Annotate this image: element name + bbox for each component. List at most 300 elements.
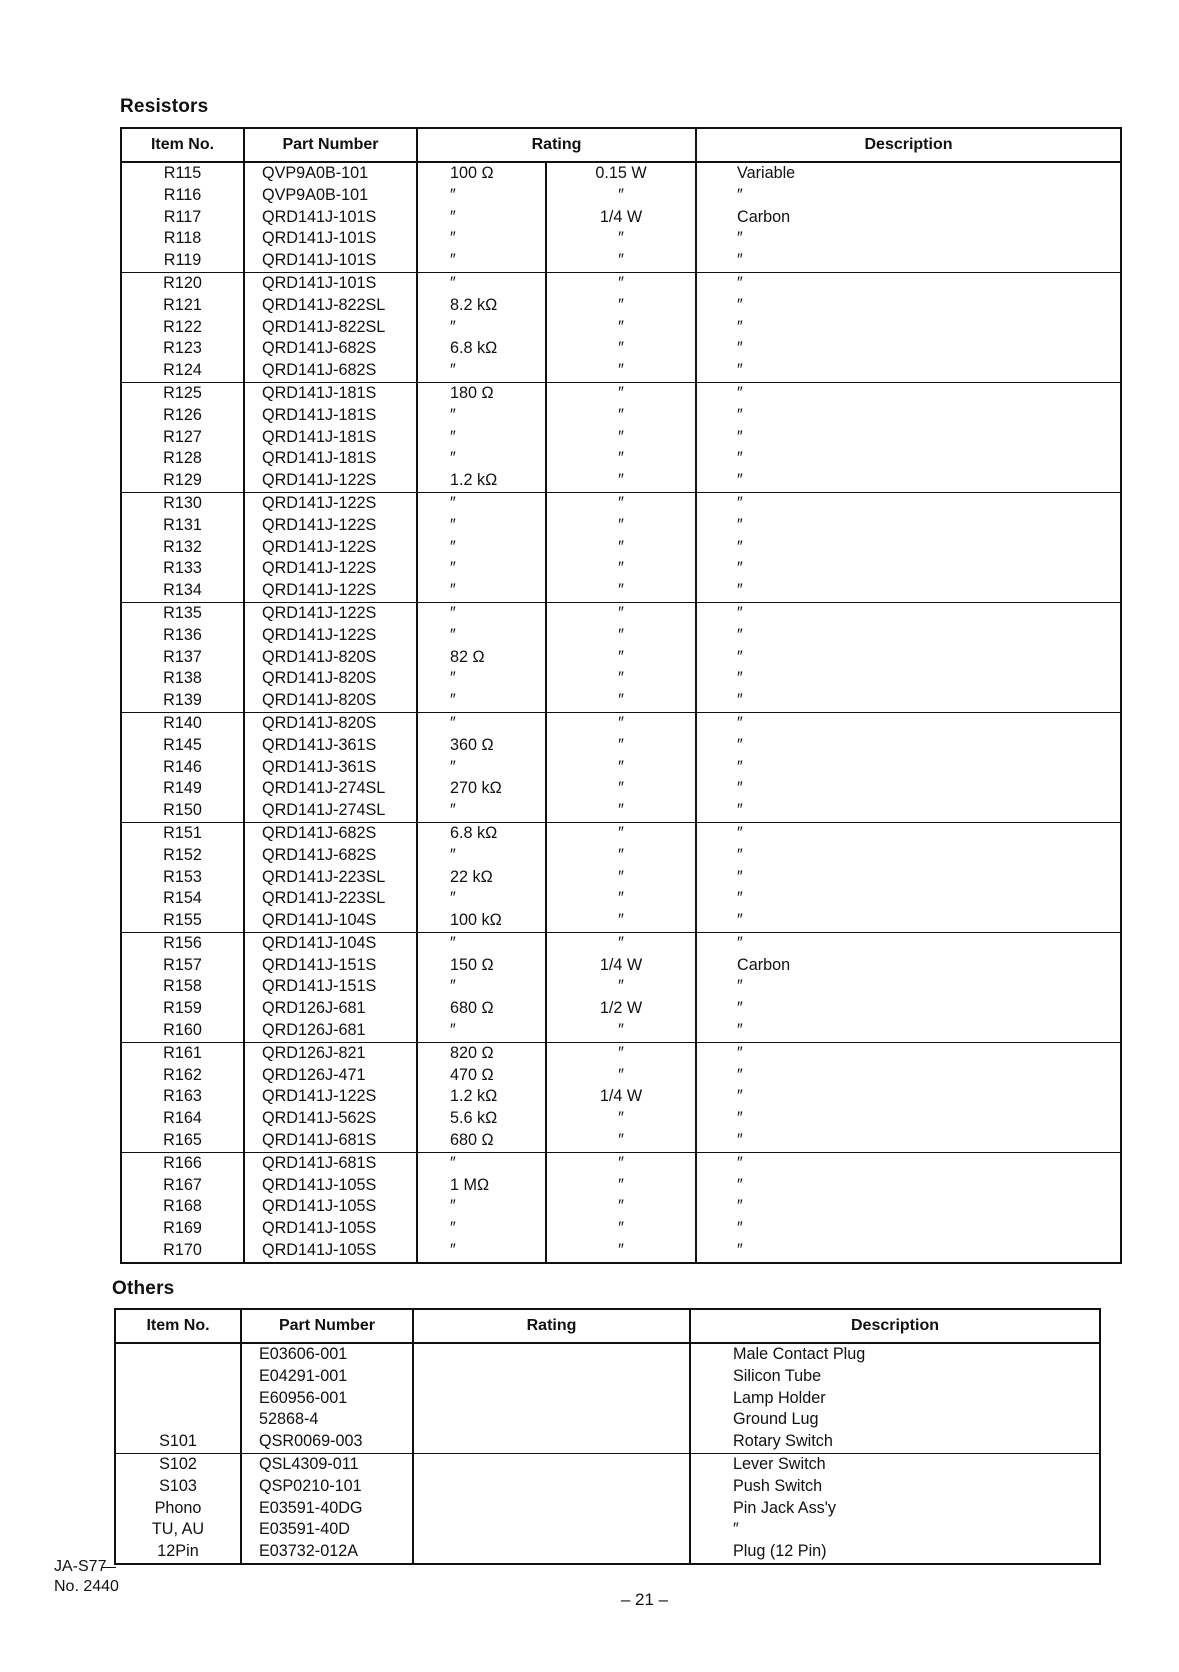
item-no-cell: R161 (121, 1042, 244, 1064)
item-no-cell: R137 (121, 647, 244, 669)
item-no-cell: R162 (121, 1065, 244, 1087)
table-row (121, 1130, 1121, 1152)
part-number-cell: QRD141J-682S (244, 338, 417, 360)
table-row (121, 668, 1121, 690)
table-row (121, 207, 1121, 229)
header-description: Description (696, 128, 1121, 162)
table-row (121, 338, 1121, 360)
part-number-cell: E60956-001 (241, 1388, 413, 1410)
resistance-cell: 5.6 kΩ (417, 1108, 546, 1130)
table-row (121, 515, 1121, 537)
power-cell: ″ (546, 867, 696, 889)
item-no-cell: R166 (121, 1152, 244, 1174)
header-item-no: Item No. (115, 1309, 241, 1343)
resistance-cell: ″ (417, 228, 546, 250)
item-no-cell: R121 (121, 295, 244, 317)
item-no-cell: R124 (121, 360, 244, 382)
resistance-cell: 1.2 kΩ (417, 470, 546, 492)
power-cell: ″ (546, 932, 696, 954)
table-row (121, 558, 1121, 580)
power-cell: ″ (546, 602, 696, 624)
resistance-cell: ″ (417, 580, 546, 602)
table-row (115, 1498, 1100, 1520)
item-no-cell: R154 (121, 888, 244, 910)
resistance-cell: ″ (417, 1196, 546, 1218)
resistance-cell: ″ (417, 1240, 546, 1263)
description-cell: Ground Lug (690, 1409, 1100, 1431)
item-no-cell: R132 (121, 537, 244, 559)
part-number-cell: QRD141J-361S (244, 757, 417, 779)
item-no-cell: R122 (121, 317, 244, 339)
part-number-cell: QRD141J-223SL (244, 867, 417, 889)
table-row (121, 932, 1121, 954)
table-row (121, 955, 1121, 977)
description-cell: ″ (696, 668, 1121, 690)
item-no-cell: R119 (121, 250, 244, 272)
item-no-cell: R169 (121, 1218, 244, 1240)
item-no-cell: R125 (121, 382, 244, 404)
power-cell: ″ (546, 712, 696, 734)
power-cell: ″ (546, 360, 696, 382)
resistance-cell: 1.2 kΩ (417, 1086, 546, 1108)
description-cell: ″ (696, 405, 1121, 427)
table-row (121, 228, 1121, 250)
part-number-cell: QRD141J-820S (244, 690, 417, 712)
page-number-wrap (0, 1590, 1179, 1610)
description-cell: Variable (696, 162, 1121, 185)
power-cell: ″ (546, 690, 696, 712)
power-cell: ″ (546, 800, 696, 822)
power-cell: ″ (546, 735, 696, 757)
item-no-cell: R133 (121, 558, 244, 580)
power-cell: ″ (546, 317, 696, 339)
part-number-cell: QRD141J-122S (244, 1086, 417, 1108)
description-cell: ″ (696, 712, 1121, 734)
item-no-cell: S102 (115, 1453, 241, 1475)
header-part-number: Part Number (244, 128, 417, 162)
table-row (121, 822, 1121, 844)
resistors-header-row (121, 128, 1121, 162)
resistance-cell: 150 Ω (417, 955, 546, 977)
part-number-cell: QRD141J-122S (244, 492, 417, 514)
resistance-cell: ″ (417, 976, 546, 998)
page-number: – 21 – (620, 1590, 669, 1609)
power-cell: ″ (546, 668, 696, 690)
item-no-cell (115, 1409, 241, 1431)
part-number-cell: QRD141J-122S (244, 537, 417, 559)
part-number-cell: QRD141J-820S (244, 712, 417, 734)
table-row (115, 1519, 1100, 1541)
item-no-cell: R146 (121, 757, 244, 779)
item-no-cell: R126 (121, 405, 244, 427)
item-no-cell: R130 (121, 492, 244, 514)
table-row (121, 580, 1121, 602)
resistance-cell: ″ (417, 448, 546, 470)
part-number-cell: QRD141J-101S (244, 207, 417, 229)
item-no-cell: R157 (121, 955, 244, 977)
item-no-cell: R138 (121, 668, 244, 690)
item-no-cell: TU, AU (115, 1519, 241, 1541)
power-cell: ″ (546, 1108, 696, 1130)
part-number-cell: QRD141J-101S (244, 228, 417, 250)
description-cell: ″ (696, 1020, 1121, 1042)
table-row (121, 448, 1121, 470)
resistance-cell: ″ (417, 1152, 546, 1174)
resistance-cell: ″ (417, 427, 546, 449)
resistance-cell: ″ (417, 537, 546, 559)
description-cell: Push Switch (690, 1476, 1100, 1498)
description-cell: ″ (696, 338, 1121, 360)
resistance-cell: ″ (417, 185, 546, 207)
part-number-cell: QRD141J-122S (244, 602, 417, 624)
table-row (121, 405, 1121, 427)
description-cell: ″ (696, 625, 1121, 647)
item-no-cell: R170 (121, 1240, 244, 1263)
resistance-cell: ″ (417, 250, 546, 272)
rating-cell (413, 1519, 690, 1541)
table-row (121, 272, 1121, 294)
table-row (121, 537, 1121, 559)
table-row (121, 867, 1121, 889)
power-cell: ″ (546, 1152, 696, 1174)
item-no-cell: S103 (115, 1476, 241, 1498)
item-no-cell: R129 (121, 470, 244, 492)
part-number-cell: QRD141J-274SL (244, 778, 417, 800)
item-no-cell: R165 (121, 1130, 244, 1152)
part-number-cell: QRD141J-104S (244, 932, 417, 954)
table-row (115, 1388, 1100, 1410)
part-number-cell: QRD141J-181S (244, 382, 417, 404)
table-row (121, 845, 1121, 867)
resistance-cell: ″ (417, 360, 546, 382)
power-cell: ″ (546, 1042, 696, 1064)
part-number-cell: QRD141J-105S (244, 1175, 417, 1197)
table-row (115, 1409, 1100, 1431)
resistance-cell: ″ (417, 888, 546, 910)
part-number-cell: QRD141J-820S (244, 668, 417, 690)
item-no-cell: R145 (121, 735, 244, 757)
power-cell: ″ (546, 976, 696, 998)
resistance-cell: 100 Ω (417, 162, 546, 185)
description-cell: ″ (696, 1196, 1121, 1218)
part-number-cell: QRD141J-105S (244, 1218, 417, 1240)
description-cell: ″ (696, 250, 1121, 272)
description-cell: ″ (696, 360, 1121, 382)
table-row (121, 976, 1121, 998)
part-number-cell: QRD141J-181S (244, 427, 417, 449)
header-rating: Rating (413, 1309, 690, 1343)
power-cell: ″ (546, 515, 696, 537)
description-cell: ″ (696, 537, 1121, 559)
power-cell: ″ (546, 338, 696, 360)
item-no-cell: R158 (121, 976, 244, 998)
item-no-cell: R152 (121, 845, 244, 867)
description-cell: ″ (696, 1042, 1121, 1064)
rating-cell (413, 1366, 690, 1388)
resistance-cell: ″ (417, 207, 546, 229)
resistance-cell: ″ (417, 515, 546, 537)
item-no-cell: R131 (121, 515, 244, 537)
power-cell: ″ (546, 910, 696, 932)
description-cell: Lever Switch (690, 1453, 1100, 1475)
resistance-cell: 22 kΩ (417, 867, 546, 889)
table-row (121, 910, 1121, 932)
part-number-cell: QRD141J-223SL (244, 888, 417, 910)
power-cell: ″ (546, 558, 696, 580)
description-cell: ″ (696, 822, 1121, 844)
others-body (115, 1343, 1100, 1564)
part-number-cell: QRD141J-822SL (244, 295, 417, 317)
power-cell: ″ (546, 448, 696, 470)
item-no-cell (115, 1366, 241, 1388)
part-number-cell: QRD141J-151S (244, 955, 417, 977)
rating-cell (413, 1498, 690, 1520)
resistance-cell: ″ (417, 625, 546, 647)
description-cell: ″ (696, 757, 1121, 779)
item-no-cell: R128 (121, 448, 244, 470)
description-cell: ″ (696, 1152, 1121, 1174)
rating-cell (413, 1541, 690, 1564)
part-number-cell: QRD141J-682S (244, 845, 417, 867)
resistors-title: Resistors (120, 96, 209, 117)
description-cell: ″ (696, 998, 1121, 1020)
description-cell: ″ (696, 647, 1121, 669)
part-number-cell: QRD141J-820S (244, 647, 417, 669)
description-cell: Lamp Holder (690, 1388, 1100, 1410)
part-number-cell: QRD126J-471 (244, 1065, 417, 1087)
power-cell: ″ (546, 405, 696, 427)
part-number-cell: E03591-40D (241, 1519, 413, 1541)
resistors-table (120, 127, 1122, 1264)
table-row (115, 1541, 1100, 1564)
item-no-cell: R118 (121, 228, 244, 250)
item-no-cell (115, 1388, 241, 1410)
power-cell: ″ (546, 1240, 696, 1263)
item-no-cell: R153 (121, 867, 244, 889)
table-row (121, 317, 1121, 339)
resistance-cell: 470 Ω (417, 1065, 546, 1087)
item-no-cell: R136 (121, 625, 244, 647)
rating-cell (413, 1431, 690, 1453)
others-header-row (115, 1309, 1100, 1343)
item-no-cell: R150 (121, 800, 244, 822)
part-number-cell: QRD141J-681S (244, 1130, 417, 1152)
item-no-cell: R149 (121, 778, 244, 800)
resistance-cell: 180 Ω (417, 382, 546, 404)
power-cell: ″ (546, 382, 696, 404)
description-cell: Male Contact Plug (690, 1343, 1100, 1366)
table-row (115, 1453, 1100, 1475)
power-cell: ″ (546, 1218, 696, 1240)
table-row (121, 602, 1121, 624)
item-no-cell: R159 (121, 998, 244, 1020)
item-no-cell: R151 (121, 822, 244, 844)
resistance-cell: 100 kΩ (417, 910, 546, 932)
part-number-cell: E04291-001 (241, 1366, 413, 1388)
item-no-cell: R123 (121, 338, 244, 360)
description-cell: ″ (696, 1130, 1121, 1152)
power-cell: ″ (546, 1020, 696, 1042)
power-cell: ″ (546, 757, 696, 779)
table-row (115, 1476, 1100, 1498)
part-number-cell: QRD141J-361S (244, 735, 417, 757)
table-row (121, 757, 1121, 779)
footer-doc-number: No. 2440 (54, 1578, 119, 1595)
part-number-cell: QRD141J-681S (244, 1152, 417, 1174)
resistance-cell: 680 Ω (417, 998, 546, 1020)
resistance-cell: ″ (417, 800, 546, 822)
description-cell: ″ (696, 515, 1121, 537)
resistance-cell: ″ (417, 690, 546, 712)
power-cell: ″ (546, 492, 696, 514)
table-row (121, 1042, 1121, 1064)
power-cell: ″ (546, 1175, 696, 1197)
power-cell: ″ (546, 778, 696, 800)
description-cell: ″ (696, 1218, 1121, 1240)
table-row (121, 888, 1121, 910)
power-cell: ″ (546, 1130, 696, 1152)
item-no-cell: R134 (121, 580, 244, 602)
table-row (121, 690, 1121, 712)
power-cell: ″ (546, 1196, 696, 1218)
table-row (115, 1366, 1100, 1388)
item-no-cell (115, 1343, 241, 1366)
description-cell: ″ (696, 317, 1121, 339)
rating-cell (413, 1388, 690, 1410)
item-no-cell: R167 (121, 1175, 244, 1197)
part-number-cell: QVP9A0B-101 (244, 162, 417, 185)
item-no-cell: R127 (121, 427, 244, 449)
part-number-cell: QRD141J-822SL (244, 317, 417, 339)
power-cell: 1/4 W (546, 1086, 696, 1108)
description-cell: ″ (696, 272, 1121, 294)
power-cell: ″ (546, 185, 696, 207)
resistance-cell: 6.8 kΩ (417, 822, 546, 844)
table-row (115, 1431, 1100, 1453)
power-cell: ″ (546, 888, 696, 910)
header-rating: Rating (417, 128, 696, 162)
part-number-cell: E03591-40DG (241, 1498, 413, 1520)
item-no-cell: R116 (121, 185, 244, 207)
description-cell: ″ (696, 185, 1121, 207)
part-number-cell: QRD141J-105S (244, 1196, 417, 1218)
item-no-cell: R139 (121, 690, 244, 712)
table-row (121, 712, 1121, 734)
description-cell: ″ (696, 867, 1121, 889)
table-row (121, 647, 1121, 669)
item-no-cell: R168 (121, 1196, 244, 1218)
item-no-cell: R155 (121, 910, 244, 932)
resistance-cell: ″ (417, 668, 546, 690)
power-cell: ″ (546, 228, 696, 250)
description-cell: ″ (696, 778, 1121, 800)
rating-cell (413, 1343, 690, 1366)
resistance-cell: ″ (417, 1020, 546, 1042)
resistance-cell: ″ (417, 712, 546, 734)
description-cell: ″ (696, 1086, 1121, 1108)
description-cell: ″ (696, 1240, 1121, 1263)
resistance-cell: 820 Ω (417, 1042, 546, 1064)
description-cell: Rotary Switch (690, 1431, 1100, 1453)
table-row (121, 295, 1121, 317)
part-number-cell: E03732-012A (241, 1541, 413, 1564)
description-cell: ″ (696, 690, 1121, 712)
others-table (114, 1308, 1101, 1565)
power-cell: ″ (546, 537, 696, 559)
table-row (121, 1152, 1121, 1174)
resistance-cell: 1 MΩ (417, 1175, 546, 1197)
header-part-number: Part Number (241, 1309, 413, 1343)
table-row (121, 492, 1121, 514)
table-row (121, 1218, 1121, 1240)
table-row (121, 1240, 1121, 1263)
part-number-cell: QRD141J-151S (244, 976, 417, 998)
table-row (121, 998, 1121, 1020)
resistance-cell: ″ (417, 845, 546, 867)
table-row (121, 1196, 1121, 1218)
item-no-cell: R156 (121, 932, 244, 954)
resistance-cell: 8.2 kΩ (417, 295, 546, 317)
description-cell: ″ (696, 1175, 1121, 1197)
rating-cell (413, 1409, 690, 1431)
description-cell: Silicon Tube (690, 1366, 1100, 1388)
resistors-body (121, 162, 1121, 1263)
table-row (121, 735, 1121, 757)
description-cell: ″ (696, 602, 1121, 624)
table-row (121, 1108, 1121, 1130)
table-row (121, 625, 1121, 647)
resistance-cell: ″ (417, 558, 546, 580)
part-number-cell: QRD141J-122S (244, 558, 417, 580)
power-cell: ″ (546, 470, 696, 492)
description-cell: ″ (696, 932, 1121, 954)
part-number-cell: E03606-001 (241, 1343, 413, 1366)
part-number-cell: QRD141J-181S (244, 448, 417, 470)
part-number-cell: QSR0069-003 (241, 1431, 413, 1453)
part-number-cell: QSP0210-101 (241, 1476, 413, 1498)
power-cell: ″ (546, 580, 696, 602)
table-row (121, 360, 1121, 382)
resistance-cell: 680 Ω (417, 1130, 546, 1152)
rating-cell (413, 1476, 690, 1498)
item-no-cell: R120 (121, 272, 244, 294)
resistance-cell: 360 Ω (417, 735, 546, 757)
item-no-cell: R160 (121, 1020, 244, 1042)
footer-model: JA-S77 (54, 1558, 107, 1575)
description-cell: Pin Jack Ass'y (690, 1498, 1100, 1520)
part-number-cell: QVP9A0B-101 (244, 185, 417, 207)
resistance-cell: ″ (417, 602, 546, 624)
item-no-cell: 12Pin (115, 1541, 241, 1564)
description-cell: ″ (696, 470, 1121, 492)
table-row (121, 382, 1121, 404)
others-title: Others (112, 1278, 175, 1299)
part-number-cell: QRD141J-274SL (244, 800, 417, 822)
part-number-cell: QRD141J-181S (244, 405, 417, 427)
part-number-cell: QRD141J-682S (244, 360, 417, 382)
part-number-cell: QRD141J-122S (244, 515, 417, 537)
item-no-cell: R135 (121, 602, 244, 624)
item-no-cell: Phono (115, 1498, 241, 1520)
part-number-cell: QRD141J-562S (244, 1108, 417, 1130)
part-number-cell: QRD141J-101S (244, 250, 417, 272)
power-cell: ″ (546, 250, 696, 272)
power-cell: 1/2 W (546, 998, 696, 1020)
resistance-cell: ″ (417, 405, 546, 427)
table-row (115, 1343, 1100, 1366)
description-cell: ″ (696, 845, 1121, 867)
description-cell: ″ (696, 976, 1121, 998)
